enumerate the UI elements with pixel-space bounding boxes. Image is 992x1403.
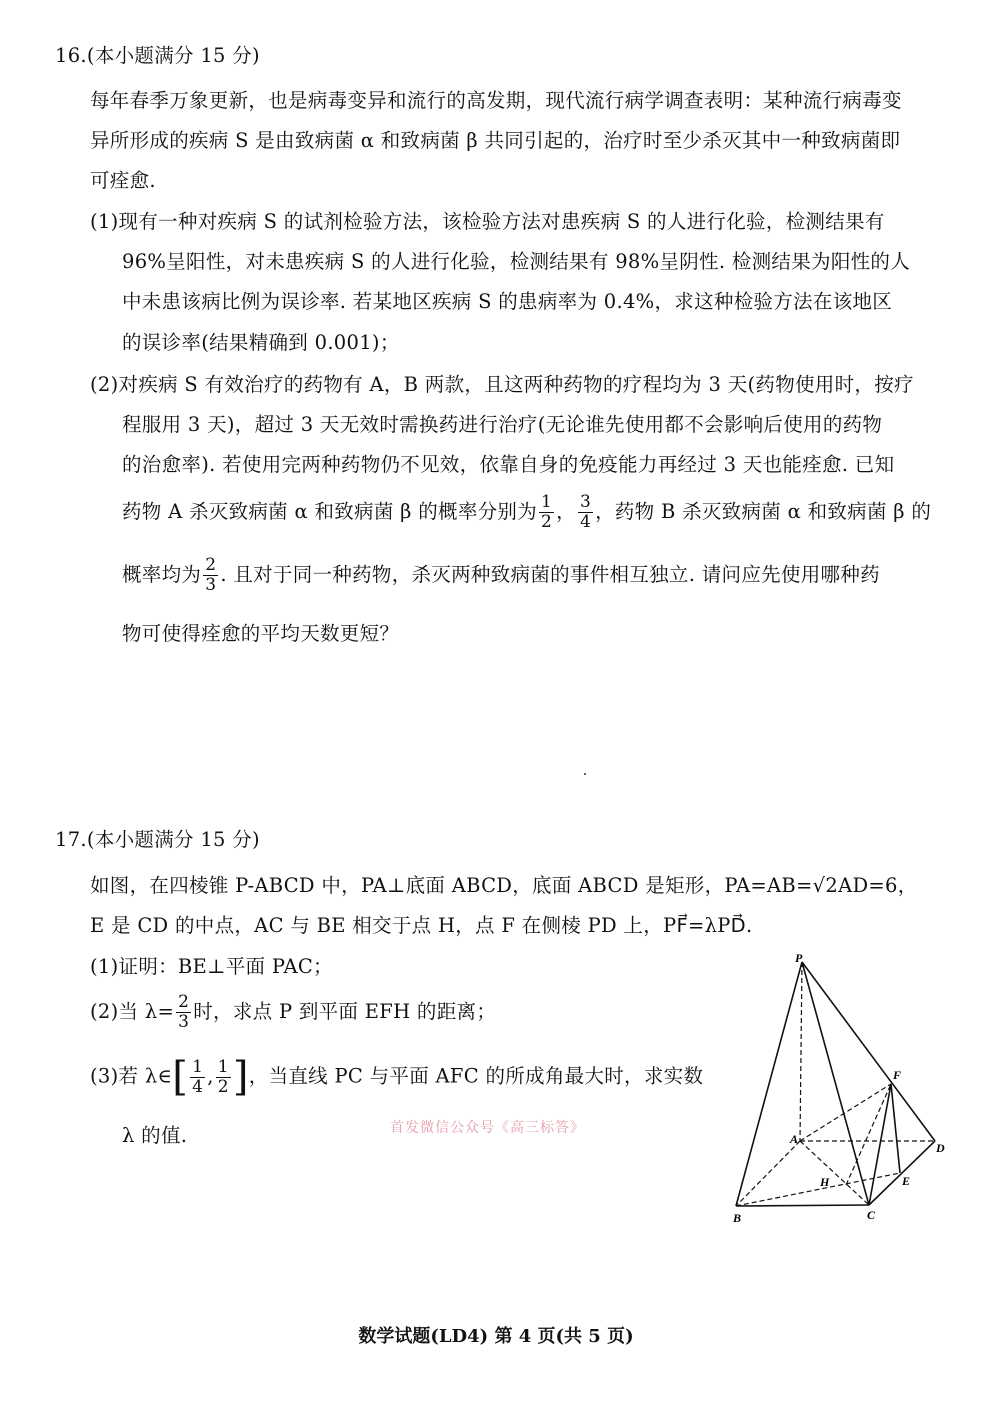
q16-header: 16.(本小题满分 15 分) [55,44,260,67]
edge-PC [802,962,869,1205]
q17-part3-cont: λ 的值. [122,1124,188,1147]
text: (2)当 λ= [90,1000,175,1023]
q17-part1: (1)证明：BE⊥平面 PAC； [90,955,333,978]
numerator: 2 [178,992,190,1012]
text: 时，求点 P 到平面 EFH 的距离； [193,1000,497,1023]
text: ，当直线 PC 与平面 AFC 的所成角最大时，求实数 [248,1064,704,1088]
q16-part1-line: 的误诊率(结果精确到 0.001)； [122,331,400,354]
label-F: F [893,1068,902,1082]
text: , [207,1064,214,1088]
label-E: E [902,1174,911,1188]
numerator: 2 [205,555,217,575]
text: ，药物 B 杀灭致病菌 α 和致病菌 β 的 [595,500,932,523]
q16-part2-line: (2)对疾病 S 有效治疗的药物有 A，B 两款，且这两种药物的疗程均为 3 天(药物使用时，按疗 [90,373,914,396]
label-H: H [820,1175,830,1189]
edge-PA [800,962,802,1141]
denominator: 4 [192,1076,204,1097]
label-B: B [733,1211,742,1225]
denominator: 2 [541,512,553,532]
q16-part2-line: 程服用 3 天)，超过 3 天无效时需换药进行治疗(无论谁先使用都不会影响后使用的药物 [122,413,883,436]
q16-part1-line: 96%呈阳性，对未患疾病 S 的人进行化验，检测结果有 98%呈阴性. 检测结果为阳性的人 [122,250,911,273]
q16-part1-line: (1)现有一种对疾病 S 的试剂检验方法，该检验方法对患疾病 S 的人进行化验，检测结果有 [90,210,885,233]
label-A: A [790,1132,799,1146]
edge-BC [736,1205,869,1206]
numerator: 1 [192,1056,204,1077]
edge-AF [800,1084,891,1141]
denominator: 3 [205,575,217,595]
denominator: 2 [217,1076,229,1097]
text: 概率均为 [122,563,202,586]
watermark: 首发微信公众号《高三标答》 [390,1120,585,1136]
numerator: 1 [541,492,553,512]
q17-intro-line: 如图，在四棱锥 P-ABCD 中，PA⊥底面 ABCD，底面 ABCD 是矩形，PA=AB=√2AD=6， [90,874,918,897]
q16-intro-line: 每年春季万象更新，也是病毒变异和流行的高发期，现代流行病学调查表明：某种流行病毒变 [90,89,902,112]
text: (3)若 λ∈ [90,1064,173,1088]
edge-AC [800,1141,869,1205]
denominator: 4 [579,512,592,532]
q16-intro-line: 可痊愈. [90,169,156,192]
numerator: 3 [579,492,592,512]
text: ， [556,500,576,523]
bracket: [ [172,1054,189,1100]
page-footer: 数学试题(LD4) 第 4 页(共 5 页) [358,1326,634,1347]
edge-HF [846,1084,891,1185]
q17-intro-line: E 是 CD 的中点，AC 与 BE 相交于点 H，点 F 在侧棱 PD 上，PF⃗=λPD⃗. [90,914,753,937]
q16-part2-line: 的治愈率). 若使用完两种药物仍不见效，依靠自身的免疫能力再经过 3 天也能痊愈. 已知 [122,453,895,476]
label-C: C [867,1208,876,1222]
edge-BE [736,1173,900,1206]
q16-part2-line: 物可使得痊愈的平均天数更短？ [122,622,400,645]
q16-part1-line: 中未患该病比例为误诊率. 若某地区疾病 S 的患病率为 0.4%，求这种检验方法在该地区 [122,290,893,313]
bracket: ] [232,1054,249,1100]
edge-PB [736,962,802,1206]
label-D: D [936,1141,945,1155]
label-P: P [795,951,803,965]
denominator: 3 [178,1012,190,1032]
q17-header: 17.(本小题满分 15 分) [55,828,260,851]
numerator: 1 [217,1056,229,1077]
q16-intro-line: 异所形成的疾病 S 是由致病菌 α 和致病菌 β 共同引起的，治疗时至少杀灭其中一种致病菌即 [90,129,901,152]
edge-FE [891,1084,900,1173]
edge-PD [802,962,935,1141]
text: 药物 A 杀灭致病菌 α 和致病菌 β 的概率分别为 [122,500,538,523]
text: . 且对于同一种药物，杀灭两种致病菌的事件相互独立. 请问应先使用哪种药 [220,563,880,586]
